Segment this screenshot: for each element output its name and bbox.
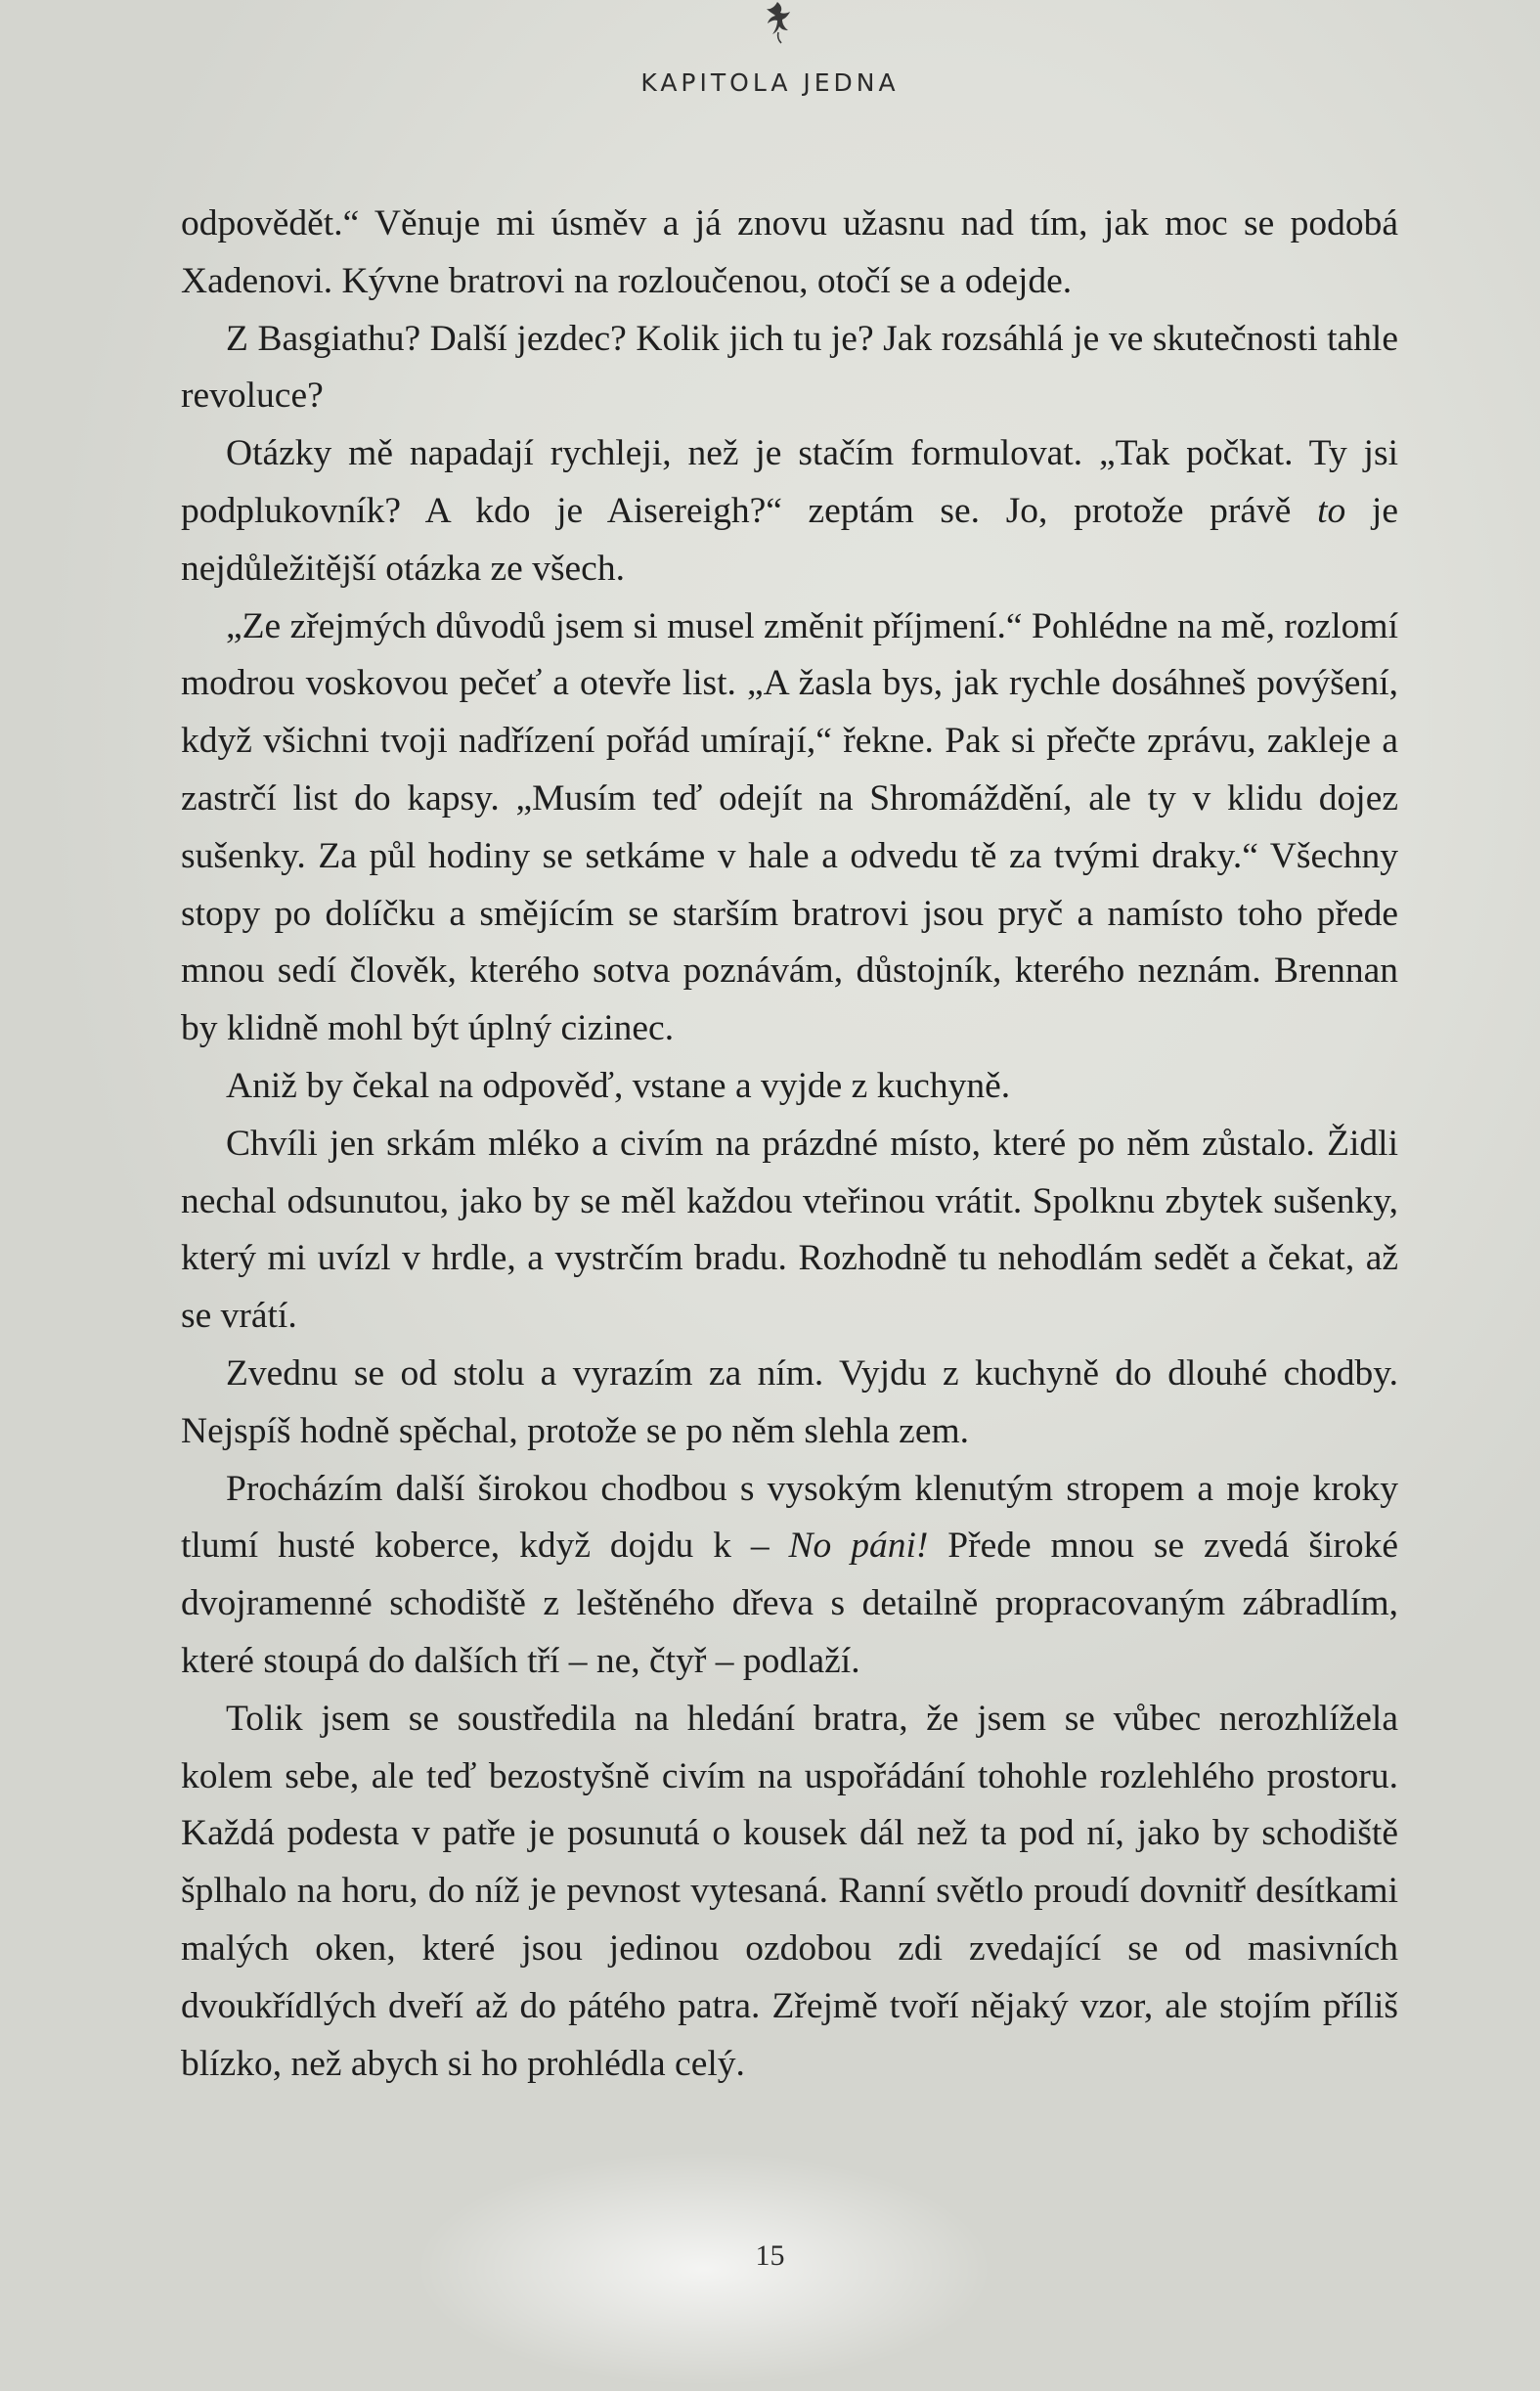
paragraph [181,311,1398,426]
chapter-heading: KAPITOLA JEDNA [640,68,900,97]
paragraph [181,425,1398,598]
paragraph-text: Z Basgiathu? Další jezdec? Kolik jich tu je? Jak rozsáhlá je ve skutečnosti tahle revoluce? [181,318,1398,417]
paragraph [181,1058,1398,1116]
paragraph [181,1116,1398,1346]
italic-emphasis: to [1317,490,1346,531]
paragraph-text: Otázky mě napadají rychleji, než je stačím formulovat. „Tak počkat. Ty jsi podplukovník? A kdo je Aisereigh?“ zeptám se. Jo, protože právě [181,433,1398,531]
paragraph-text: Chvíli jen srkám mléko a civím na prázdné místo, které po něm zůstalo. Židli nechal odsunutou, jako by se měl každou vteřinou vrátit. Spolknu zbytek sušenky, který mi uvízl v hrdle, a vystrčím bradu. Rozhodně tu nehodlám sedět a čekat, až se vrátí. [181,1123,1398,1337]
paragraph-text: je nejdůležitější otázka ze všech. [181,490,1398,589]
paragraph [181,1346,1398,1461]
paragraph [181,598,1398,1058]
paragraph-text: Aniž by čekal na odpověď, vstane a vyjde z kuchyně. [226,1065,1011,1106]
paragraph-text: Zvednu se od stolu a vyrazím za ním. Vyjdu z kuchyně do dlouhé chodby. Nejspíš hodně spěchal, protože se po něm slehla zem. [181,1352,1398,1451]
paragraph [181,1691,1398,2094]
paragraph-text: Tolik jsem se soustředila na hledání bratra, že jsem se vůbec nerozhlížela kolem sebe, ale teď bezostyšně civím na uspořádání tohohle rozlehlého prostoru. Každá podesta v patře je posunutá o kousek dál než ta pod ní, jako by schodiště šplhalo na horu, do níž je pevnost vytesaná. Ranní světlo proudí dovnitř desítkami malých oken, které jsou jedinou ozdobou zdi zvedající se od masivních dvoukřídlých dveří až do pátého patra. Zřejmě tvoří nějaký vzor, ale stojím příliš blízko, než abych si ho prohlédla celý. [181,1698,1398,2084]
paragraph-text: Procházím další širokou chodbou s vysokým klenutým stropem a moje kroky tlumí husté koberce, když dojdu k – [181,1468,1398,1567]
paragraph [181,1461,1398,1691]
dragon-ornament-icon [758,0,797,45]
italic-emphasis: No páni! [788,1526,929,1567]
page-number: 15 [755,2239,785,2272]
paragraph-text: „Ze zřejmých důvodů jsem si musel změnit příjmení.“ Pohlédne na mě, rozlomí modrou voskovou pečeť a otevře list. „A žasla bys, jak rychle dosáhneš povýšení, když všichni tvoji nadřízení pořád umírají,“ řekne. Pak si přečte zprávu, zakleje a zastrčí list do kapsy. „Musím teď odejít na Shromáždění, ale ty v klidu dojez sušenky. Za půl hodiny se setkáme v hale a odvedu tě za tvými draky.“ Všechny stopy po dolíčku a smějícím se starším bratrovi jsou pryč a namísto toho přede mnou sedí člověk, kterého sotva poznávám, důstojník, kterého neznám. Brennan by klidně mohl být úplný cizinec. [181,605,1398,1049]
paragraph-text: odpovědět.“ Věnuje mi úsměv a já znovu užasnu nad tím, jak moc se podobá Xadenovi. Kývne bratrovi na rozloučenou, otočí se a odejde. [181,203,1398,301]
chapter-body-text [181,196,1398,2093]
paragraph-text: Přede mnou se zvedá široké dvojramenné schodiště z leštěného dřeva s detailně propracovaným zábradlím, které stoupá do dalších tří – ne, čtyř – podlaží. [181,1526,1398,1681]
paragraph [181,196,1398,311]
